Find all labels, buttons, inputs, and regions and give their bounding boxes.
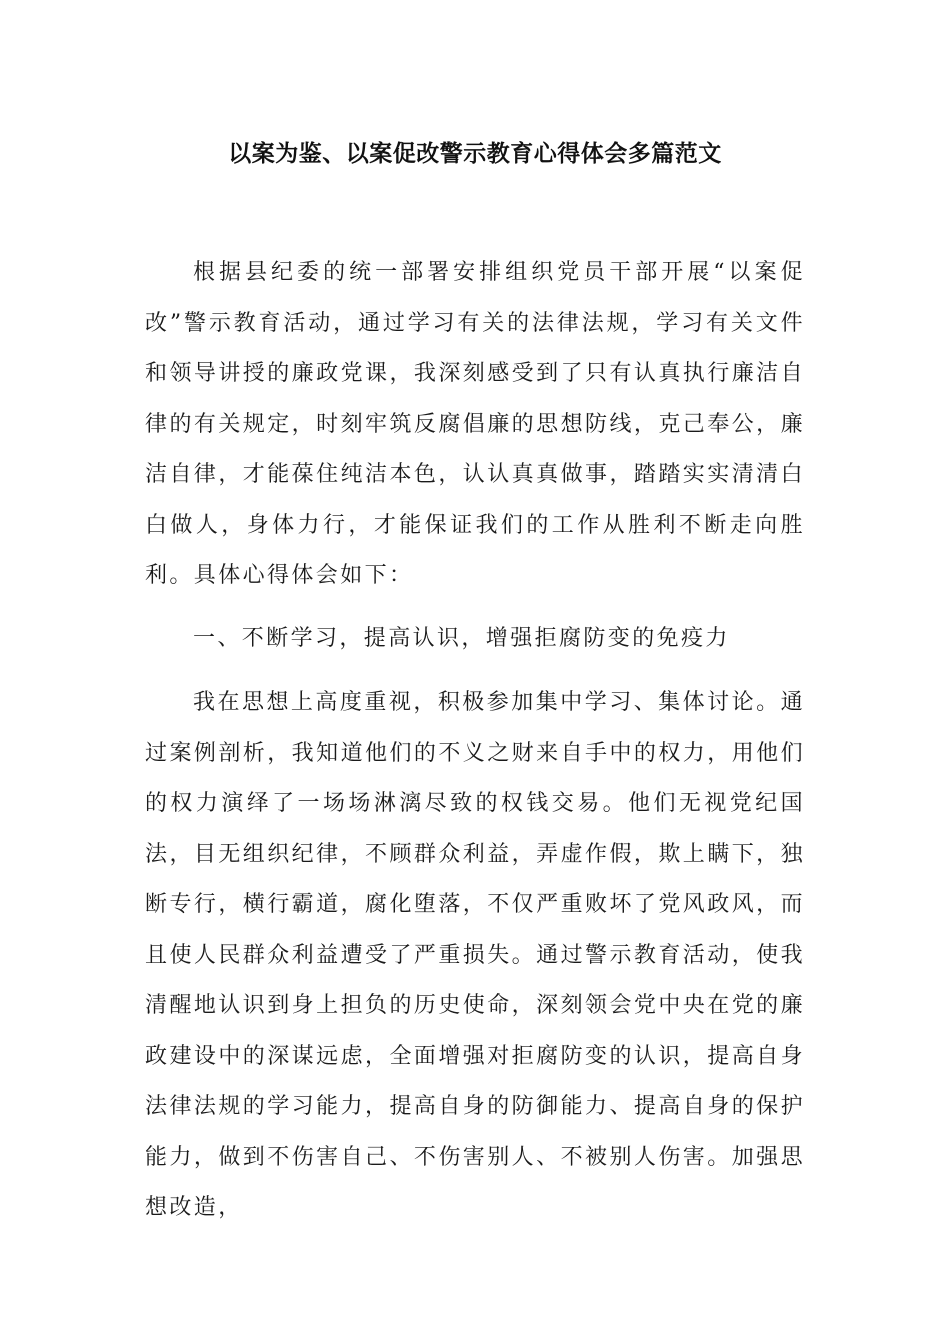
section-1-paragraph: 我在思想上高度重视，积极参加集中学习、集体讨论。通过案例剖析，我知道他们的不义之财来自手中的权力，用他们的权力演绎了一场场淋漓尽致的权钱交易。他们无视党纪国法，目无组织纪律，不顾群众利益，弄虚作假，欺上瞒下，独断专行，横行霸道，腐化堕落，不仅严重败坏了党风政风，而且使人民群众利益遭受了严重损失。通过警示教育活动，使我清醒地认识到身上担负的历史使命，深刻领会党中央在党的廉政建设中的深谋远虑，全面增强对拒腐防变的认识，提高自身法律法规的学习能力，提高自身的防御能力、提高自身的保护能力，做到不伤害自己、不伤害别人、不被别人伤害。加强思想改造， [145,690,805,1220]
document-title: 以案为鉴、以案促改警示教育心得体会多篇范文 [228,141,722,167]
intro-paragraph: 根据县纪委的统一部署安排组织党员干部开展“以案促改”警示教育活动，通过学习有关的法律法规，学习有关文件和领导讲授的廉政党课，我深刻感受到了只有认真执行廉洁自律的有关规定，时刻牢筑反腐倡廉的思想防线，克己奉公，廉洁自律，才能葆住纯洁本色，认认真真做事，踏踏实实清清白白做人，身体力行，才能保证我们的工作从胜利不断走向胜利。具体心得体会如下： [145,260,805,588]
section-heading-1: 一、不断学习，提高认识，增强拒腐防变的免疫力 [193,626,730,651]
